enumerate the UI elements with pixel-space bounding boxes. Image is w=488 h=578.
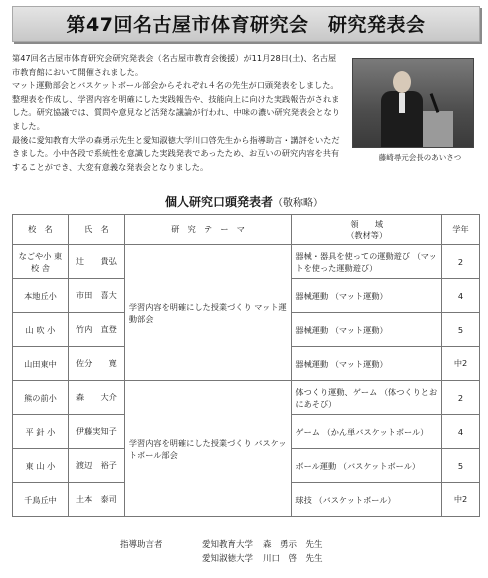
cell-field: 器械・器具を使っての運動遊び （マットを使った運動遊び）	[292, 245, 442, 279]
cell-school: 熊の前小	[13, 381, 69, 415]
advisor-name: 川口 啓 先生	[263, 554, 323, 564]
intro-paragraph: 第47回名古屋市体育研究会研究発表会（名古屋市教育会後援）が11月28日(土)、名古屋市教育館において開催されました。	[12, 53, 337, 77]
advisor-name: 森 勇示 先生	[263, 540, 323, 550]
cell-field: ゲーム （かん単バスケットボール）	[292, 415, 442, 449]
advisor-row	[120, 538, 323, 552]
cell-school: なごや小 東 校 舎	[13, 245, 69, 279]
cell-year: 4	[442, 279, 480, 313]
cell-field: 器械運動 （マット運動）	[292, 313, 442, 347]
speaker-photo	[352, 58, 474, 148]
cell-field: 器械運動 （マット運動）	[292, 347, 442, 381]
cell-school: 平 針 小	[13, 415, 69, 449]
cell-year: 中2	[442, 483, 480, 517]
title-banner	[12, 6, 480, 42]
cell-school: 本地丘小	[13, 279, 69, 313]
cell-name: 土本 泰司	[68, 483, 124, 517]
cell-name: 市田 喜大	[68, 279, 124, 313]
cell-field: 体つくり運動、ゲーム （体つくりとおにあそび）	[292, 381, 442, 415]
header-name: 氏 名	[68, 215, 124, 245]
cell-school: 千鳥丘中	[13, 483, 69, 517]
cell-school: 東 山 小	[13, 449, 69, 483]
cell-year: 中2	[442, 347, 480, 381]
section-heading	[0, 193, 488, 210]
cell-name: 渡辺 裕子	[68, 449, 124, 483]
table-row	[13, 245, 480, 279]
table-row	[13, 381, 480, 415]
cell-year: 4	[442, 415, 480, 449]
table-header-row	[13, 215, 480, 245]
cell-year: 2	[442, 245, 480, 279]
header-field	[292, 215, 442, 245]
intro-paragraph: 最後に愛知教育大学の森勇示先生と愛知淑徳大学川口啓先生から指導助言・講評をいただきました。小中各段で系統性を意識した実践発表であったため、お互いの研究内容を共有することができ、大変有意義な発表会となりました。	[12, 134, 340, 172]
advisor-affiliation: 愛知教育大学	[202, 540, 254, 550]
header-theme: 研 究 テ ー マ	[124, 215, 292, 245]
cell-name: 辻 貴弘	[68, 245, 124, 279]
cell-year: 2	[442, 381, 480, 415]
header-school: 校 名	[13, 215, 69, 245]
section-title-text: 個人研究口頭発表者	[164, 195, 273, 209]
advisors-label: 指導助言者	[120, 540, 163, 550]
cell-field: ボール運動 （バスケットボール）	[292, 449, 442, 483]
page-title: 第47回名古屋市体育研究会 研究発表会	[66, 14, 426, 36]
cell-theme: 学習内容を明確にした授業づくり マット運動部会	[124, 245, 292, 381]
cell-year: 5	[442, 449, 480, 483]
cell-year: 5	[442, 313, 480, 347]
header-year: 学年	[442, 215, 480, 245]
photo-caption: 藤崎尋元会長のあいさつ	[378, 153, 462, 162]
presenters-table	[12, 214, 480, 517]
cell-name: 森 大介	[68, 381, 124, 415]
intro-paragraph: マット運動部会とバスケットボール部会からそれぞれ４名の先生が口頭発表をしました。整理表を作成し、学習内容を明確にした実践報告や、技能向上に向けた実践報告がされました。研究協議では、質問や意見など活発な議論が行われ、中味の濃い研究発表会となりました。	[12, 80, 340, 131]
cell-name: 竹内 直登	[68, 313, 124, 347]
cell-field: 球技 （バスケットボール）	[292, 483, 442, 517]
header-field-main: 領 域	[350, 218, 384, 229]
cell-school: 山田東中	[13, 347, 69, 381]
section-note: （敬称略）	[273, 198, 323, 209]
cell-field: 器械運動 （マット運動）	[292, 279, 442, 313]
advisor-affiliation: 愛知淑徳大学	[202, 554, 254, 564]
cell-theme: 学習内容を明確にした授業づくり バスケットボール部会	[124, 381, 292, 517]
cell-name: 伊藤実知子	[68, 415, 124, 449]
advisor-row	[120, 552, 323, 566]
header-field-sub: （教材等）	[346, 229, 388, 240]
cell-school: 山 吹 小	[13, 313, 69, 347]
advisors-block	[120, 538, 323, 566]
cell-name: 佐分 寛	[68, 347, 124, 381]
intro-text	[12, 52, 342, 174]
